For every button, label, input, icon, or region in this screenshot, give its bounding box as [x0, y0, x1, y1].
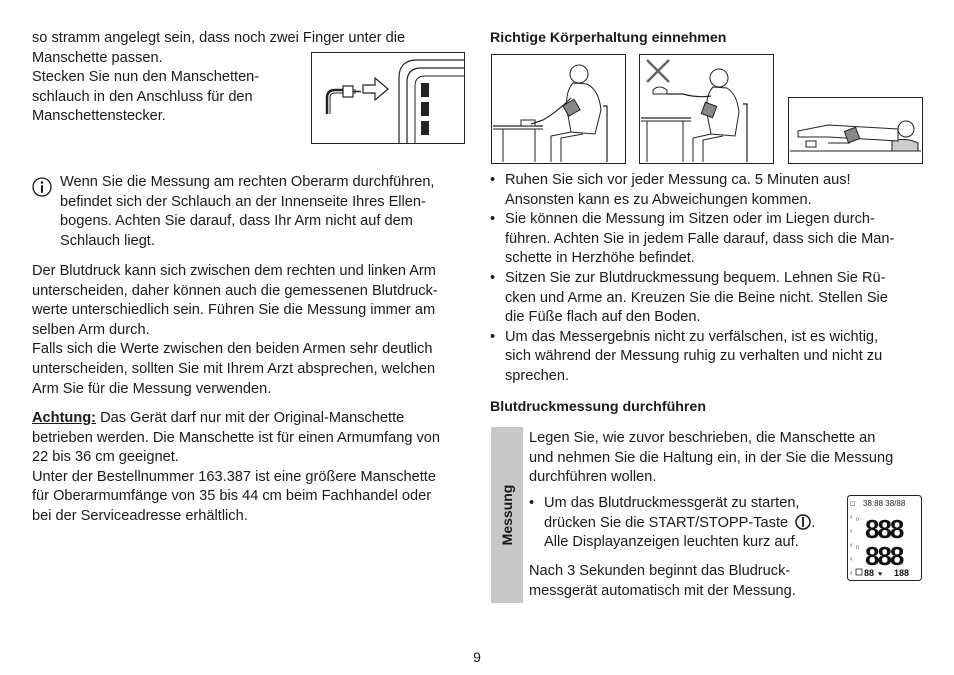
section-tab [491, 427, 523, 603]
body-line: Legen Sie, wie zuvor beschrieben, die Manschette an [529, 430, 876, 446]
display-diastolic: 888 [865, 541, 903, 571]
body-line: unterscheiden, daher können auch die gemessenen Blutdruck- [32, 282, 438, 299]
heart-icon: ♥ [878, 571, 883, 578]
posture-heading: Richtige Körperhaltung einnehmen [490, 30, 727, 46]
list-item: • Um das Messergebnis nicht zu verfälschen, ist es wichtig, sich während der Messung ruhig zu verhalten und nicht zu sprechen. [490, 328, 926, 387]
intro-line: Manschettenstecker. [32, 108, 166, 125]
posture-correct-illustration [491, 54, 626, 164]
body-line: für Oberarmumfänge von 35 bis 44 cm beim Fachhandel oder [32, 488, 432, 505]
info-line: Wenn Sie die Messung am rechten Oberarm durchführen, [60, 174, 435, 190]
cuff-connector-illustration [311, 52, 465, 144]
body-line: selben Arm durch. [32, 321, 150, 338]
measure-intro [529, 429, 929, 488]
body-line: Der Blutdruck kann sich zwischen dem rechten und linken Arm [32, 263, 436, 279]
cuff-icon: ∩ [855, 544, 861, 551]
body-line: werte unterschiedlich sein. Führen Sie die Messung immer am [32, 302, 436, 319]
info-icon [32, 177, 52, 197]
arrow-left-icon: ‹ [850, 528, 853, 535]
body-line: bei der Serviceadresse erhältlich. [32, 507, 248, 524]
info-line: bogens. Achten Sie darauf, dass Ihr Arm nicht auf dem [60, 213, 413, 230]
info-note [32, 173, 464, 251]
display-memory: 88 [864, 568, 875, 578]
list-item: • Sie können die Messung im Sitzen oder im Liegen durch- führen. Achten Sie in jedem Falle darauf, dass sich die Man- schette in Herzhöhe befindet. [490, 210, 926, 269]
body-line: und nehmen Sie die Haltung ein, in der Sie die Messung [529, 449, 894, 466]
measure-bullet [529, 494, 829, 553]
measure-heading-wrap [490, 398, 926, 418]
intro-line: Stecken Sie nun den Manschetten- [32, 69, 260, 86]
body-line: betrieben werden. Die Manschette ist für einen Armumfang von [32, 429, 441, 446]
arrow-left-icon: ‹ [850, 570, 853, 577]
measure-after [529, 562, 829, 601]
list-item: • Ruhen Sie sich vor jeder Messung ca. 5 Minuten aus! Ansonsten kann es zu Abweichungen kommen. [490, 171, 926, 210]
body-line: Arm Sie für die Messung verwenden. [32, 380, 272, 397]
lcd-display-illustration [847, 495, 922, 581]
intro-line: so stramm angelegt sein, dass noch zwei Finger unter die [32, 30, 406, 46]
measure-heading: Blutdruckmessung durchführen [490, 399, 706, 415]
posture-bullet-list [490, 171, 926, 387]
intro-line: schlauch in den Anschluss für den [32, 88, 253, 105]
info-line: befindet sich der Schlauch an der Innenseite Ihres Ellen- [60, 193, 426, 210]
arrow-left-icon: ‹ [850, 556, 853, 563]
intro-line: Manschette passen. [32, 49, 163, 66]
body-line: Falls sich die Werte zwischen den beiden Armen sehr deutlich [32, 341, 433, 358]
body-line: 22 bis 36 cm geeignet. [32, 449, 179, 466]
arm-difference-paragraph [32, 262, 464, 399]
arrow-left-icon: ‹ [850, 514, 853, 521]
body-line: messgerät automatisch mit der Messung. [529, 582, 796, 599]
posture-incorrect-illustration [639, 54, 774, 164]
cuff-icon: ∩ [855, 516, 861, 523]
page-number: 9 [473, 649, 481, 665]
display-date-time: 38:88 38/88 [863, 499, 906, 508]
section-tab-label: Messung [499, 484, 515, 546]
list-item: • Sitzen Sie zur Blutdruckmessung bequem. Lehnen Sie Rü- cken und Arme an. Kreuzen Sie die Beine nicht. Stellen Sie die Füße flach auf den Boden. [490, 269, 926, 328]
arrow-left-icon: ‹ [850, 542, 853, 549]
body-line: durchführen wollen. [529, 469, 657, 486]
display-systolic: 888 [865, 514, 903, 544]
attention-paragraph [32, 409, 472, 527]
body-line: Nach 3 Sekunden beginnt das Bludruck- [529, 563, 791, 579]
attention-label: Achtung: [32, 410, 97, 426]
list-item: • Um das Blutdruckmessgerät zu starten, drücken Sie die START/STOPP-Taste . Alle Displayanzeigen leuchten kurz auf. [529, 494, 829, 553]
battery-icon: ☐ [850, 502, 856, 508]
body-line: unterscheiden, sollten Sie mit Ihrem Arzt absprechen, welchen [32, 360, 436, 377]
info-line: Schlauch liegt. [60, 232, 155, 249]
body-line: Unter der Bestellnummer 163.387 ist eine größere Manschette [32, 468, 436, 485]
body-line: Das Gerät darf nur mit der Original-Manschette [96, 410, 405, 426]
posture-heading-wrap [490, 29, 926, 49]
posture-lying-illustration [788, 97, 923, 164]
display-pulse: 188 [894, 568, 910, 578]
power-button-icon [795, 514, 811, 530]
